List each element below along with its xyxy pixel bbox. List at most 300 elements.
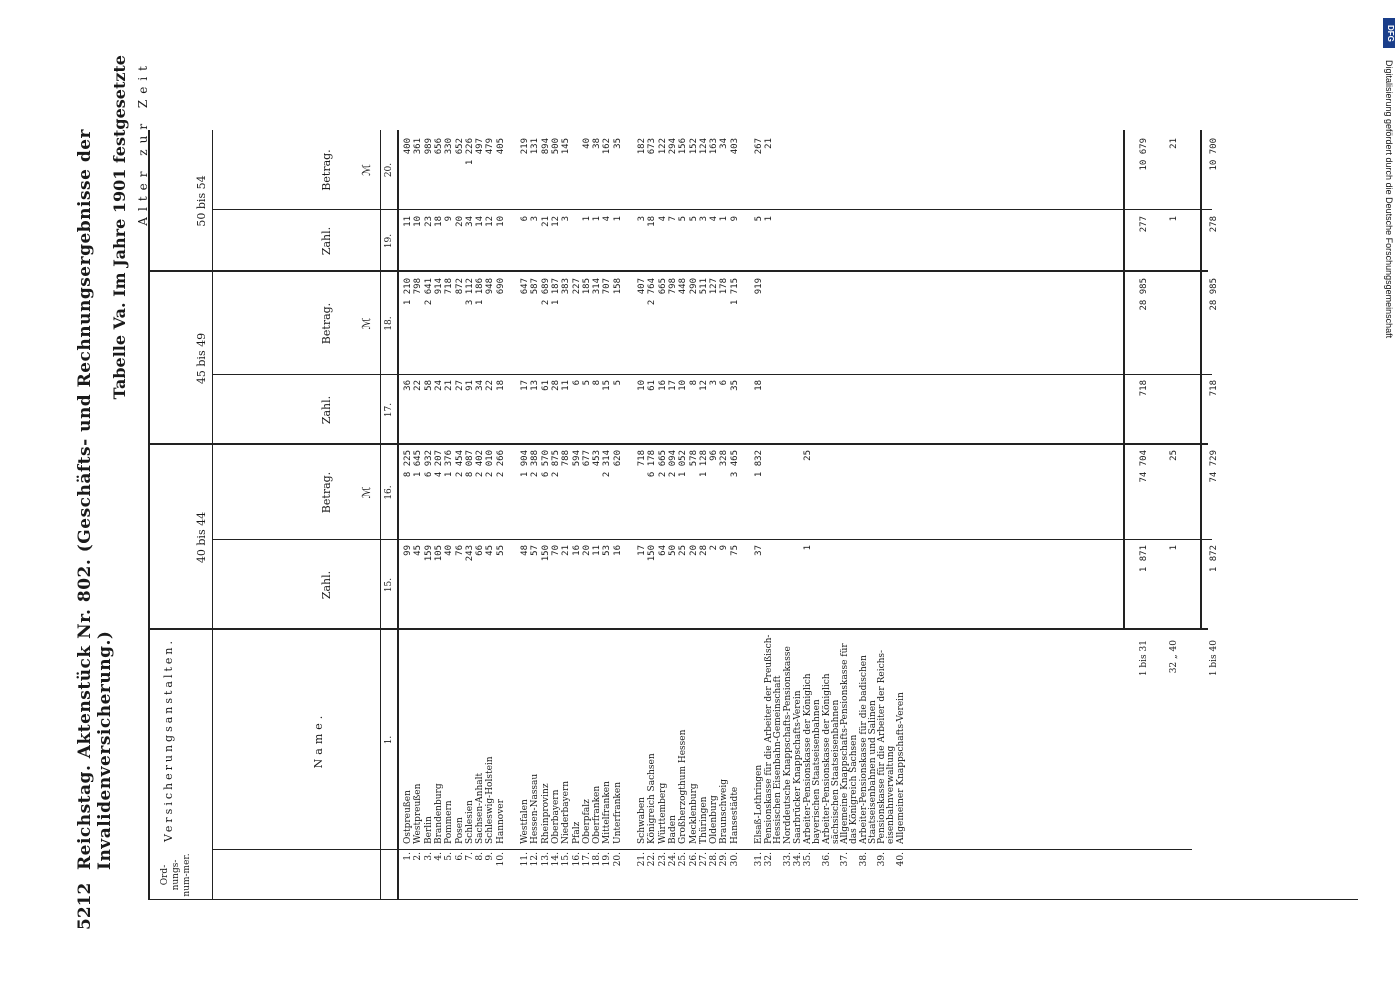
row-number: 7. (464, 852, 475, 861)
cell-c17: 27 (454, 380, 465, 391)
header-betrag-20: Betrag. (320, 149, 333, 191)
row-name: Allgemeiner Knappschafts-Verein (895, 692, 906, 844)
alter-zur-zeit-header: Alter zur Zeit (136, 60, 150, 226)
vline-name (148, 628, 1208, 630)
cell-c15: 105 (433, 545, 444, 562)
row-name: Schwaben (637, 797, 647, 844)
row-name: Arbeiter-Pensionskasse der Königlich bayerischen Staatseisenbahnen (803, 673, 823, 844)
row-name: Westpreußen (413, 783, 424, 844)
cell-c18: 872 (454, 278, 465, 295)
cell-c20: 652 (454, 138, 465, 155)
cell-c18: 914 (433, 278, 444, 295)
row-number: 38. (858, 852, 869, 867)
cell-c15: 21 (561, 545, 572, 556)
cell-c15: 243 (464, 545, 475, 562)
row-number: 33. (782, 852, 793, 867)
cell-c20: 35 (612, 138, 623, 149)
cell-c15: 150 (647, 545, 658, 562)
cell-c18: 3 112 (464, 278, 475, 306)
cell-c15: 57 (530, 545, 541, 556)
total-c16: 74 704 (1139, 450, 1149, 483)
cell-c17: 16 (657, 380, 668, 391)
cell-c18: 948 (485, 278, 496, 295)
cell-c17: 21 (444, 380, 455, 391)
cell-c18: 647 (520, 278, 530, 295)
cell-c20: 152 (688, 138, 699, 155)
row-name: Norddeutsche Knappschafts-Pensionskasse (782, 646, 793, 844)
dfg-logo: DFG (1383, 18, 1395, 48)
total-c19: 1 (1169, 216, 1179, 222)
row-number: 27. (698, 852, 709, 867)
row-number: 40. (895, 852, 906, 867)
row-number: 28. (709, 852, 720, 867)
row-name: Niederbayern (561, 780, 572, 844)
row-name: Hessen-Nassau (530, 773, 541, 844)
cell-c16: 8 225 (403, 450, 413, 478)
row-name: Allgemeine Knappschafts-Pensionskasse für das Königreich Sachsen (840, 643, 860, 844)
cell-c19: 6 (520, 216, 530, 222)
cell-c18: 2 641 (423, 278, 434, 306)
row-name: Königreich Sachsen (647, 753, 658, 844)
rule-grandtotal (1200, 130, 1202, 630)
row-number: 18. (592, 852, 603, 867)
cell-c18: 919 (754, 278, 764, 295)
cell-c19: 18 (433, 216, 444, 227)
cell-c19: 11 (403, 216, 413, 227)
cell-c17: 11 (561, 380, 572, 391)
cell-c20: 400 (403, 138, 413, 155)
cell-c16: 2 314 (602, 450, 613, 478)
row-number: 14. (550, 852, 561, 867)
cell-c17: 5 (581, 380, 592, 386)
cell-c20: 124 (698, 138, 709, 155)
cell-c18: 2 764 (647, 278, 658, 306)
row-number: 26. (688, 852, 699, 867)
row-name: Pensionskasse für die Arbeiter der Preußisch-Hessischen Eisenbahn-Gemeinschaft (764, 634, 784, 844)
cell-c16: 6 570 (540, 450, 551, 478)
cell-c19: 21 (540, 216, 551, 227)
row-name: Sachsen-Anhalt (475, 772, 486, 844)
cell-c16: 620 (612, 450, 623, 467)
total-c15: 1 872 (1209, 545, 1219, 573)
row-name: Thüringen (698, 796, 709, 844)
cell-c18: 127 (709, 278, 720, 295)
cell-c17: 35 (729, 380, 740, 391)
cell-c15: 66 (475, 545, 486, 556)
cell-c17: 28 (550, 380, 561, 391)
cell-c20: 656 (433, 138, 444, 155)
agegroup-45-49: 45 bis 49 (195, 332, 208, 385)
cell-c18: 1 210 (403, 278, 413, 306)
row-name: Arbeiter-Pensionskasse der Königlich sächsischen Staatseisenbahnen (821, 673, 841, 844)
cell-c16: 3 465 (729, 450, 740, 478)
cell-c15: 99 (403, 545, 413, 556)
cell-c15: 37 (754, 545, 764, 556)
total-c20: 10 700 (1209, 138, 1219, 171)
cell-c19: 4 (709, 216, 720, 222)
header-col1: 1. (384, 735, 394, 745)
cell-c17: 17 (520, 380, 530, 391)
cell-c15: 48 (520, 545, 530, 556)
header-betrag-18: Betrag. (320, 302, 333, 345)
cell-c17: 61 (647, 380, 658, 391)
cell-c18: 448 (678, 278, 689, 295)
cell-c19: 3 (698, 216, 709, 222)
cell-c15: 17 (637, 545, 647, 556)
row-name: Pfalz (571, 821, 582, 844)
cell-c17: 18 (495, 380, 506, 391)
cell-c18: 185 (581, 278, 592, 295)
header-zahl-17: Zahl. (320, 395, 333, 425)
rule-totals (1123, 130, 1125, 630)
cell-c20: 361 (413, 138, 424, 155)
cell-c16: 718 (637, 450, 647, 467)
cell-c19: 3 (637, 216, 647, 222)
cell-c18: 798 (667, 278, 678, 295)
cell-c17: 12 (698, 380, 709, 391)
cell-c18: 314 (592, 278, 603, 295)
row-name: Großherzogthum Hessen (678, 729, 689, 844)
cell-c19: 7 (667, 216, 678, 222)
cell-c20: 34 (719, 138, 730, 149)
row-name: Pommern (444, 800, 455, 844)
cell-c17: 6 (571, 380, 582, 386)
cell-c19: 20 (454, 216, 465, 227)
row-number: 34. (793, 852, 804, 867)
cell-c20: 163 (709, 138, 720, 155)
cell-c15: 150 (540, 545, 551, 562)
cell-c17: 18 (754, 380, 764, 391)
cell-c15: 9 (719, 545, 730, 551)
vline-nr (212, 849, 1192, 850)
cell-c20: 182 (637, 138, 647, 155)
cell-c16: 2 010 (485, 450, 496, 478)
row-number: 19. (602, 852, 613, 867)
cell-c16: 1 904 (520, 450, 530, 478)
rule-agegroups (212, 130, 213, 900)
cell-c15: 55 (495, 545, 506, 556)
cell-c16: 2 875 (550, 450, 561, 478)
cell-c20: 219 (520, 138, 530, 155)
total-label: 32 „ 40 (1169, 640, 1179, 674)
cell-c17: 5 (612, 380, 623, 386)
cell-c19: 3 (530, 216, 541, 222)
cell-c15: 70 (550, 545, 561, 556)
row-number: 3. (423, 852, 434, 861)
cell-c17: 13 (530, 380, 541, 391)
row-number: 17. (581, 852, 592, 867)
header-betrag-16: Betrag. (320, 471, 333, 514)
row-name: Brandenburg (433, 783, 444, 844)
cell-c20: 673 (647, 138, 658, 155)
row-name: Schlesien (464, 800, 475, 844)
row-number: 8. (475, 852, 486, 861)
cell-c19: 9 (729, 216, 740, 222)
cell-c20: 989 (423, 138, 434, 155)
header-mark-20: ℳ (360, 164, 373, 176)
cell-c16: 328 (719, 450, 730, 467)
row-name: Ostpreußen (403, 790, 413, 844)
header-colnum-16: 16. (384, 485, 394, 500)
row-number: 16. (571, 852, 582, 867)
cell-c15: 16 (571, 545, 582, 556)
total-c20: 21 (1169, 138, 1179, 149)
cell-c20: 40 (581, 138, 592, 149)
row-name: Arbeiter-Pensionskasse für die badischen Staatseisenbahnen und Salinen (858, 655, 878, 844)
row-number: 31. (754, 852, 764, 867)
row-number: 6. (454, 852, 465, 861)
row-number: 1. (403, 852, 413, 861)
row-number: 32. (764, 852, 775, 867)
cell-c20: 162 (602, 138, 613, 155)
cell-c18: 1 187 (550, 278, 561, 306)
cell-c16: 2 665 (657, 450, 668, 478)
cell-c19: 4 (602, 216, 613, 222)
row-name: Braunschweig (719, 779, 730, 844)
header-colnum-15: 15. (384, 577, 394, 593)
total-label: 1 bis 31 (1139, 640, 1149, 677)
cell-c18: 718 (444, 278, 455, 295)
row-number: 15. (561, 852, 572, 867)
cell-c15: 53 (602, 545, 613, 556)
cell-c17: 58 (423, 380, 434, 391)
row-number: 30. (729, 852, 740, 867)
row-number: 35. (803, 852, 814, 867)
row-number: 13. (540, 852, 551, 867)
row-number: 5. (444, 852, 455, 861)
cell-c16: 2 094 (667, 450, 678, 478)
row-name: Württemberg (657, 782, 668, 844)
cell-c18: 587 (530, 278, 541, 295)
total-c17: 718 (1209, 380, 1219, 397)
rule-col-index (380, 130, 381, 900)
cell-c15: 50 (667, 545, 678, 556)
cell-c19: 1 (592, 216, 603, 222)
header-colnum-20: 20. (384, 162, 394, 178)
cell-c15: 20 (688, 545, 699, 556)
cell-c15: 76 (454, 545, 465, 556)
cell-c20: 156 (678, 138, 689, 155)
cell-c17: 22 (485, 380, 496, 391)
cell-c20: 479 (485, 138, 496, 155)
cell-c18: 290 (688, 278, 699, 295)
table-title: Tabelle Va. Im Jahre 1901 festgesetzte (110, 55, 129, 400)
cell-c16: 594 (571, 450, 582, 467)
row-name: Westfalen (520, 799, 530, 844)
cell-c16: 4 207 (433, 450, 444, 478)
cell-c16: 1 052 (678, 450, 689, 478)
cell-c19: 12 (485, 216, 496, 227)
cell-c19: 23 (423, 216, 434, 227)
cell-c18: 2 689 (540, 278, 551, 306)
row-name: Oldenburg (709, 795, 720, 844)
cell-c16: 8 087 (464, 450, 475, 478)
cell-c15: 25 (678, 545, 689, 556)
row-number: 10. (495, 852, 506, 867)
header-mark-18: ℳ (360, 317, 373, 330)
cell-c16: 788 (561, 450, 572, 467)
row-number: 36. (821, 852, 832, 867)
cell-c17: 6 (719, 380, 730, 386)
cell-c19: 1 (719, 216, 730, 222)
cell-c15: 64 (657, 545, 668, 556)
cell-c19: 1 (581, 216, 592, 222)
row-number: 2. (413, 852, 424, 861)
cell-c18: 511 (698, 278, 709, 295)
cell-c17: 15 (602, 380, 613, 391)
cell-c16: 6 178 (647, 450, 658, 478)
row-number: 37. (840, 852, 851, 867)
cell-c18: 798 (413, 278, 424, 295)
cell-c18: 707 (602, 278, 613, 295)
cell-c16: 25 (803, 450, 814, 461)
row-number: 12. (530, 852, 541, 867)
cell-c16: 578 (688, 450, 699, 467)
cell-c20: 1 226 (464, 138, 475, 166)
cell-c20: 145 (561, 138, 572, 155)
cell-c15: 20 (581, 545, 592, 556)
cell-c16: 1 645 (413, 450, 424, 478)
cell-c16: 1 832 (754, 450, 764, 478)
cell-c16: 2 402 (475, 450, 486, 478)
cell-c18: 158 (612, 278, 623, 295)
cell-c20: 38 (592, 138, 603, 149)
cell-c19: 12 (550, 216, 561, 227)
cell-c17: 8 (688, 380, 699, 386)
cell-c17: 91 (464, 380, 475, 391)
cell-c20: 131 (530, 138, 541, 155)
cell-c16: 2 388 (530, 450, 541, 478)
row-name: Saarbrücker Knappschafts-Verein (793, 690, 804, 844)
cell-c16: 677 (581, 450, 592, 467)
cell-c15: 159 (423, 545, 434, 562)
row-name: Hannover (495, 799, 506, 844)
vline-c18 (148, 270, 1208, 272)
cell-c17: 10 (678, 380, 689, 391)
cell-c18: 407 (637, 278, 647, 295)
header-colnum-17: 17. (384, 402, 394, 418)
cell-c20: 21 (764, 138, 775, 149)
total-c17: 718 (1139, 380, 1149, 397)
cell-c16: 6 932 (423, 450, 434, 478)
cell-c19: 18 (647, 216, 658, 227)
cell-c16: 1 128 (698, 450, 709, 478)
cell-c20: 405 (495, 138, 506, 155)
row-name: Berlin (423, 816, 434, 844)
cell-c20: 497 (475, 138, 486, 155)
cell-c15: 2 (709, 545, 720, 551)
vline-c16 (148, 443, 1208, 445)
cell-c16: 96 (709, 450, 720, 461)
total-c19: 277 (1139, 216, 1149, 233)
cell-c16: 2 454 (454, 450, 465, 478)
cell-c16: 1 376 (444, 450, 455, 478)
row-name: Mecklenburg (688, 783, 699, 844)
cell-c19: 14 (475, 216, 486, 227)
watermark-strip (1380, 60, 1394, 980)
row-number: 4. (433, 852, 444, 861)
cell-c17: 22 (413, 380, 424, 391)
row-number: 22. (647, 852, 658, 867)
row-number: 11. (520, 852, 530, 867)
row-name: Elsaß-Lothringen (754, 764, 764, 844)
row-number: 25. (678, 852, 689, 867)
agegroup-40-44: 40 bis 44 (195, 511, 208, 564)
agegroup-50-54: 50 bis 54 (195, 175, 208, 227)
cell-c15: 40 (444, 545, 455, 556)
cell-c18: 690 (495, 278, 506, 295)
cell-c15: 75 (729, 545, 740, 556)
header-zahl-15: Zahl. (320, 570, 333, 600)
cell-c15: 16 (612, 545, 623, 556)
total-c16: 74 729 (1209, 450, 1219, 483)
cell-c19: 5 (754, 216, 764, 222)
cell-c17: 10 (637, 380, 647, 391)
rule-colnums (397, 130, 399, 900)
row-name: Posen (454, 817, 465, 844)
cell-c20: 330 (444, 138, 455, 155)
cell-c15: 45 (413, 545, 424, 556)
row-name: Unterfranken (612, 782, 623, 844)
total-label: 1 bis 40 (1209, 640, 1219, 677)
cell-c17: 34 (475, 380, 486, 391)
row-name: Oberfranken (592, 785, 603, 844)
cell-c15: 11 (592, 545, 603, 556)
row-name: Baden (667, 815, 678, 844)
cell-c19: 3 (561, 216, 572, 222)
total-c15: 1 871 (1139, 545, 1149, 573)
cell-c15: 28 (698, 545, 709, 556)
cell-c17: 61 (540, 380, 551, 391)
cell-c16: 2 266 (495, 450, 506, 478)
cell-c15: 1 (803, 545, 814, 551)
cell-c19: 10 (413, 216, 424, 227)
cell-c17: 17 (667, 380, 678, 391)
row-number: 23. (657, 852, 668, 867)
rule-top (148, 130, 150, 900)
cell-c20: 403 (729, 138, 740, 155)
cell-c15: 45 (485, 545, 496, 556)
cell-c20: 894 (540, 138, 551, 155)
cell-c20: 294 (667, 138, 678, 155)
cell-c18: 383 (561, 278, 572, 295)
page-number: 5212 (75, 882, 95, 930)
cell-c19: 4 (657, 216, 668, 222)
cell-c19: 5 (688, 216, 699, 222)
total-c19: 278 (1209, 216, 1219, 233)
cell-c18: 1 186 (475, 278, 486, 306)
header-colnum-18: 18. (384, 316, 394, 331)
cell-c19: 9 (444, 216, 455, 222)
cell-c19: 34 (464, 216, 475, 227)
row-name: Rheinprovinz (540, 783, 551, 844)
cell-c18: 1 715 (729, 278, 740, 306)
cell-c19: 10 (495, 216, 506, 227)
header-name: Name. (312, 711, 325, 769)
cell-c20: 267 (754, 138, 764, 155)
row-name: Hansestädte (729, 786, 740, 844)
cell-c17: 24 (433, 380, 444, 391)
cell-c19: 5 (678, 216, 689, 222)
row-name: Oberbayern (550, 789, 561, 844)
row-name: Oberpfalz (581, 799, 592, 844)
cell-c20: 122 (657, 138, 668, 155)
total-c18: 28 985 (1139, 278, 1149, 311)
cell-c19: 1 (612, 216, 623, 222)
header-ordnungsnummer: Ord-nungs-num-mer. (160, 853, 192, 897)
row-number: 29. (719, 852, 730, 867)
row-number: 24. (667, 852, 678, 867)
